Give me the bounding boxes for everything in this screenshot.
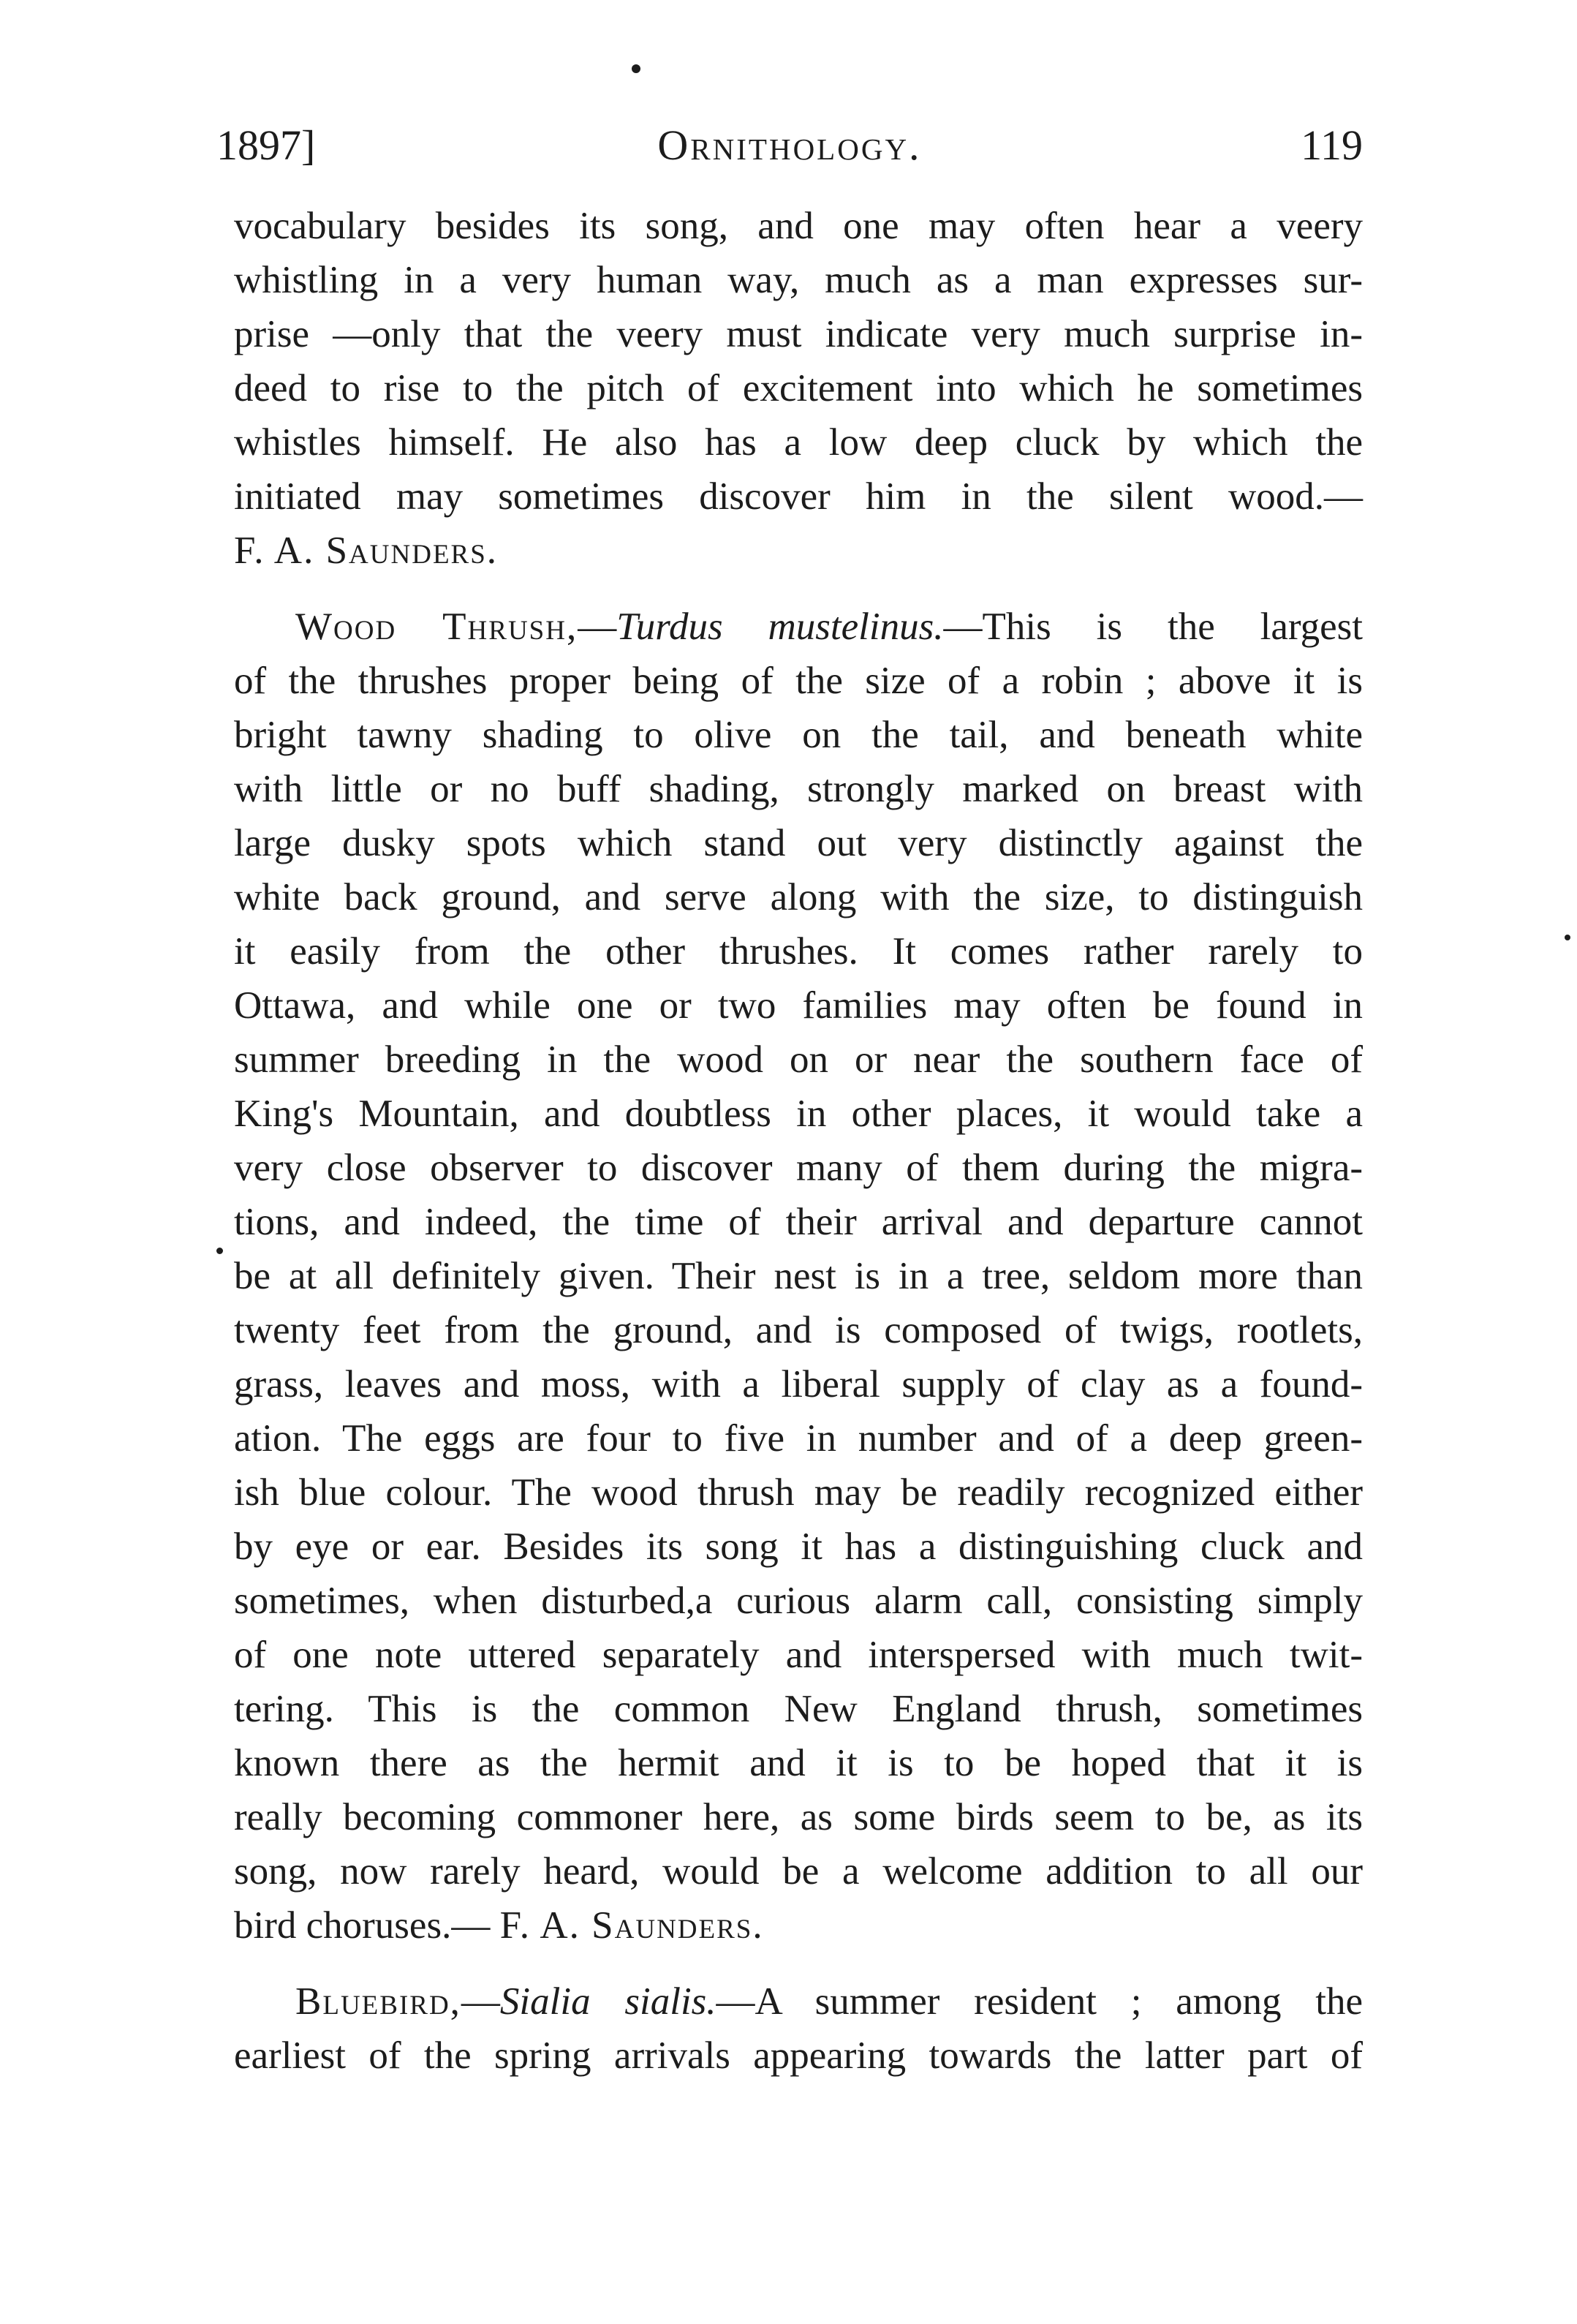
text-line: initiated may sometimes discover him in the silent wood.— (234, 475, 1363, 518)
text-line: really becoming commoner here, as some birds seem to be, as its (234, 1796, 1363, 1838)
running-header (216, 121, 1363, 179)
header-year: 1897] (216, 121, 316, 169)
entry-first-line: Wood Thrush,—Turdus mustelinus.—This is the largest (295, 605, 1363, 648)
text-line: whistles himself. He also has a low deep cluck by which the (234, 421, 1363, 464)
author-signature: F. A. Saunders. (499, 1904, 764, 1947)
text-line: ation. The eggs are four to five in number and of a deep green- (234, 1417, 1363, 1460)
text-line: of one note uttered separately and interspersed with much twit- (234, 1634, 1363, 1676)
species-latin-name: Turdus mustelinus. (616, 605, 944, 648)
text-line: very close observer to discover many of them during the migra- (234, 1147, 1363, 1189)
text-line: tering. This is the common New England thrush, sometimes (234, 1688, 1363, 1730)
text-line: twenty feet from the ground, and is composed of twigs, rootlets, (234, 1309, 1363, 1351)
text-line: song, now rarely heard, would be a welcome addition to all our (234, 1850, 1363, 1893)
body-text (234, 199, 1363, 2083)
text-line: ish blue colour. The wood thrush may be readily recognized either (234, 1471, 1363, 1514)
text-line: be at all definitely given. Their nest is in a tree, seldom more than (234, 1255, 1363, 1297)
text-line: white back ground, and serve along with the size, to distinguish (234, 876, 1363, 918)
species-common-name: Wood Thrush, (295, 605, 578, 648)
entry-first-line: Bluebird,—Sialia sialis.—A summer resident ; among the (295, 1980, 1363, 2023)
species-latin-name: Sialia sialis. (499, 1980, 716, 2023)
species-common-name: Bluebird, (295, 1980, 461, 2023)
page-number: 119 (1301, 121, 1363, 169)
text-line: Ottawa, and while one or two families may often be found in (234, 984, 1363, 1027)
text-line: summer breeding in the wood on or near the southern face of (234, 1038, 1363, 1081)
text-line: with little or no buff shading, strongly marked on breast with (234, 768, 1363, 810)
paragraph-veery-continued (234, 199, 1363, 578)
paragraph-bluebird (234, 1974, 1363, 2083)
text-line: by eye or ear. Besides its song it has a distinguishing cluck and (234, 1525, 1363, 1568)
entry-last-line (234, 1898, 1363, 1953)
ink-speck (216, 1248, 223, 1254)
author-signature: F. A. Saunders. (234, 529, 499, 572)
ink-speck (632, 64, 640, 73)
text-line: it easily from the other thrushes. It comes rather rarely to (234, 930, 1363, 973)
text-line: vocabulary besides its song, and one may often hear a veery (234, 205, 1363, 247)
entry-first-line-text: —A summer resident ; among the (716, 1980, 1363, 2023)
header-title: Ornithology. (657, 121, 922, 169)
text-line: prise —only that the veery must indicate very much surprise in- (234, 313, 1363, 355)
text-line: whistling in a very human way, much as a man expresses sur- (234, 259, 1363, 301)
text-line: deed to rise to the pitch of excitement into which he sometimes (234, 367, 1363, 410)
text-line: bright tawny shading to olive on the tail, and beneath white (234, 714, 1363, 756)
text-line: King's Mountain, and doubtless in other places, it would take a (234, 1093, 1363, 1135)
text-line: earliest of the spring arrivals appearing towards the latter part of (234, 2034, 1363, 2077)
paragraph-wood-thrush (234, 600, 1363, 1953)
text-line: known there as the hermit and it is to be hoped that it is (234, 1742, 1363, 1784)
text-line: sometimes, when disturbed,a curious alarm call, consisting simply (234, 1580, 1363, 1622)
text-line: tions, and indeed, the time of their arrival and departure cannot (234, 1201, 1363, 1243)
entry-first-line-text: —This is the largest (943, 605, 1363, 648)
entry-last-line-text: bird choruses.— (234, 1904, 500, 1947)
text-line: of the thrushes proper being of the size of a robin ; above it is (234, 660, 1363, 702)
ink-speck (1565, 935, 1570, 940)
text-line: large dusky spots which stand out very distinctly against the (234, 822, 1363, 864)
text-line: grass, leaves and moss, with a liberal supply of clay as a found- (234, 1363, 1363, 1406)
